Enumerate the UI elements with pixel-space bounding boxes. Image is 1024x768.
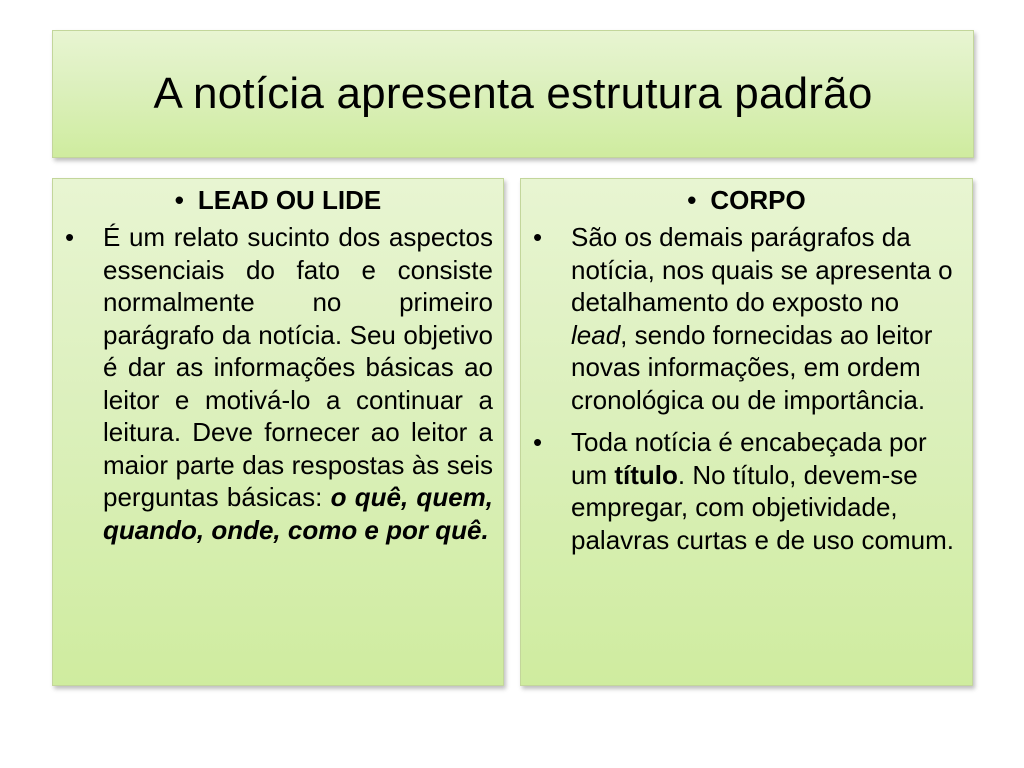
lead-paragraph — [103, 221, 493, 546]
lead-term-italic: lead — [571, 319, 621, 350]
slide-title: A notícia apresenta estrutura padrão — [153, 69, 873, 118]
body-column — [520, 178, 973, 686]
body-heading-label: CORPO — [710, 185, 806, 215]
body-paragraph-2 — [571, 426, 962, 556]
body-paragraph-1-text-a: São os demais parágrafos da notícia, nos quais se apresenta o detalhamento do exposto no — [571, 222, 953, 317]
bullet-icon: • — [533, 427, 543, 457]
body-bullet-item-2 — [531, 426, 962, 556]
body-paragraph-2-text-a: Toda notícia é encabeçada por um — [571, 427, 927, 490]
lead-column — [52, 178, 504, 686]
body-paragraph-1-text-b: , sendo fornecidas ao leitor novas informações, em ordem cronológica ou de importância. — [571, 319, 933, 415]
body-paragraph-1 — [571, 221, 962, 416]
body-paragraph-2-text-b: . No título, devem-se empregar, com objetividade, palavras curtas e de uso comum. — [571, 459, 954, 555]
bullet-icon: • — [174, 185, 184, 215]
lead-paragraph-text: É um relato sucinto dos aspectos essenciais do fato e consiste normalmente no primeiro parágrafo da notícia. Seu objetivo é dar as informações básicas ao leitor e motivá-lo a continuar a leitura. Deve fornecer ao leitor a maior parte das respostas às seis perguntas básicas: — [103, 222, 493, 512]
lead-heading — [63, 183, 493, 217]
titulo-term-bold: título — [614, 459, 678, 490]
bullet-icon: • — [533, 222, 543, 252]
lead-heading-label: LEAD OU LIDE — [197, 185, 382, 215]
lead-bullet-item — [63, 221, 493, 546]
body-bullet-item-1 — [531, 221, 962, 416]
body-heading — [531, 183, 962, 217]
bullet-icon: • — [65, 222, 75, 252]
bullet-icon: • — [687, 185, 697, 215]
lead-questions-emphasis: o quê, quem, quando, onde, como e por quê. — [103, 482, 493, 545]
title-box — [52, 30, 974, 158]
